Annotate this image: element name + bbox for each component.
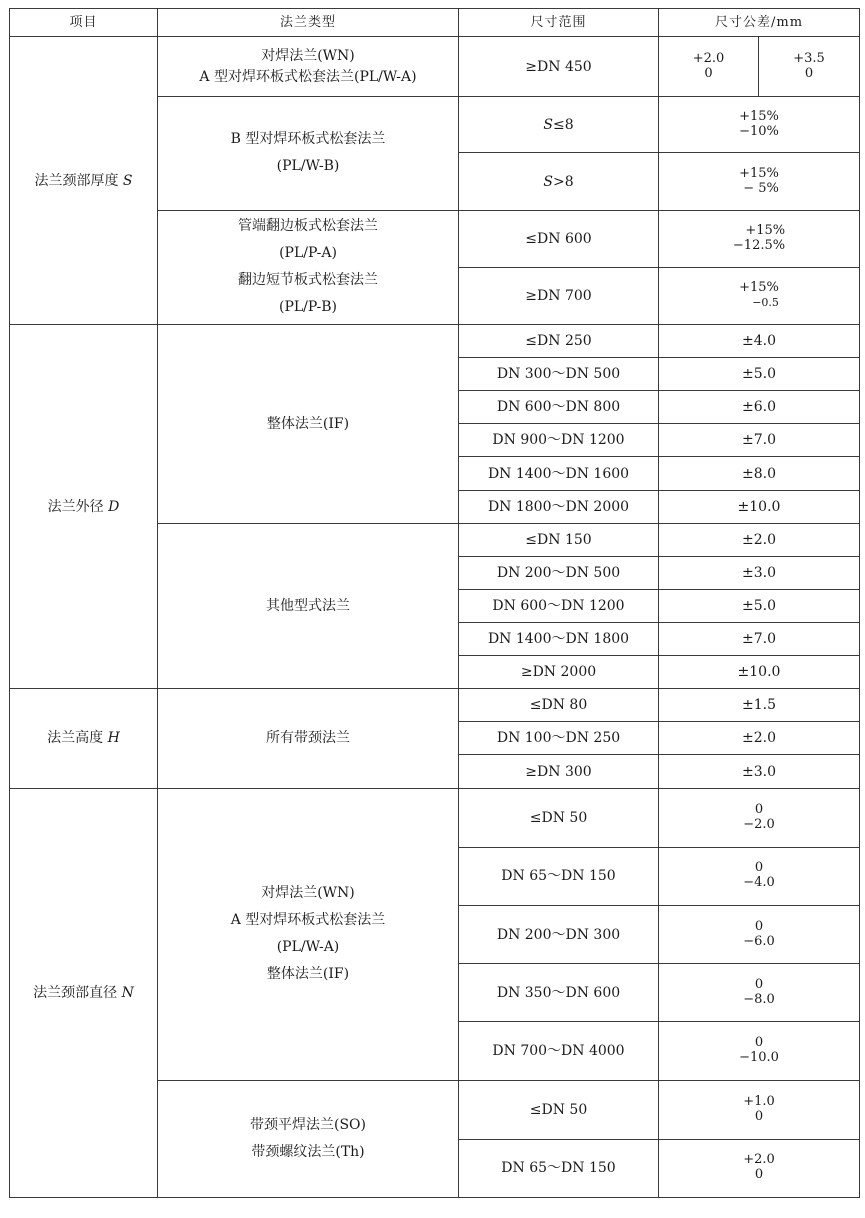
tolerance-cell	[659, 210, 860, 267]
tolerance-cell	[659, 1139, 860, 1197]
flange-type-cell	[158, 788, 459, 1080]
size-range-cell: DN 900～DN 1200	[459, 424, 659, 457]
tolerance-cell: ±3.0	[659, 556, 860, 589]
tolerance-upper: 0	[754, 918, 764, 934]
tolerance-lower: −10%	[739, 123, 779, 139]
tolerance-cell	[659, 964, 860, 1022]
tolerance-stack	[739, 280, 779, 310]
flange-type-cell	[158, 37, 459, 97]
flange-type-cell: 整体法兰(IF)	[158, 325, 459, 524]
tolerance-stack	[743, 860, 775, 890]
size-range-cell: ≤DN 150	[459, 523, 659, 556]
tolerance-upper: +2.0	[743, 1152, 775, 1168]
tolerance-lower: 0	[754, 1108, 764, 1124]
tolerance-lower: −10.0	[739, 1049, 779, 1065]
tolerance-lower: −6.0	[743, 933, 775, 949]
flange-type-cell: 其他型式法兰	[158, 523, 459, 689]
tolerance-cell: ±3.0	[659, 755, 860, 788]
tolerance-cell: ±6.0	[659, 391, 860, 424]
size-range-cell: DN 65～DN 150	[459, 847, 659, 905]
flange-type-line: (PL/P-B)	[278, 299, 338, 316]
flange-type-line: (PL/W-B)	[276, 158, 340, 175]
flange-type-line: 带颈螺纹法兰(Th)	[251, 1143, 365, 1160]
tolerance-lower: −4.0	[743, 875, 775, 891]
header-flange-type: 法兰类型	[158, 9, 459, 37]
tolerance-stack	[739, 166, 779, 196]
tolerance-upper: +2.0	[692, 50, 725, 66]
flange-type-line: 管端翻边板式松套法兰	[238, 218, 378, 235]
table-row	[10, 788, 860, 847]
size-range-cell: ≥DN 450	[459, 37, 659, 97]
tolerance-stack	[743, 977, 775, 1007]
tolerance-upper: +15%	[739, 279, 779, 295]
tolerance-cell: ±2.0	[659, 722, 860, 755]
tolerance-lower: 0	[754, 1167, 764, 1183]
tolerance-cell: ±10.0	[659, 656, 860, 689]
flange-type-line: (PL/W-A)	[276, 939, 340, 956]
tolerance-upper: +15%	[739, 165, 779, 181]
size-range-cell: DN 700～DN 4000	[459, 1022, 659, 1080]
item-label: 法兰颈部直径	[33, 984, 118, 1001]
tolerance-cell: ±1.5	[659, 689, 860, 722]
tolerance-lower: −0.5	[752, 295, 779, 309]
flange-type-line: 整体法兰(IF)	[266, 966, 350, 983]
tolerance-stack	[733, 223, 785, 253]
header-item: 项目	[10, 9, 158, 37]
size-range-cell: DN 600～DN 1200	[459, 589, 659, 622]
item-symbol: N	[121, 984, 134, 1001]
flange-type-line: A 型对焊环板式松套法兰(PL/W-A)	[199, 68, 417, 85]
size-range-cell: DN 200～DN 300	[459, 905, 659, 963]
tolerance-upper: +15%	[739, 108, 779, 124]
header-row	[10, 9, 860, 37]
item-symbol: D	[108, 498, 120, 515]
tolerance-cell	[659, 1080, 860, 1139]
item-cell-outer-diameter	[10, 325, 158, 689]
tolerance-cell	[659, 788, 860, 847]
tolerance-cell: ±2.0	[659, 523, 860, 556]
flange-type-cell	[158, 210, 459, 324]
table-row	[10, 37, 860, 97]
tolerance-table-sheet	[9, 8, 859, 1198]
range-symbol: S	[543, 116, 553, 133]
size-range-cell: ≤DN 50	[459, 1080, 659, 1139]
tolerance-upper: +1.0	[743, 1093, 775, 1109]
size-range-cell: DN 200～DN 500	[459, 556, 659, 589]
tolerance-cell: ±5.0	[659, 358, 860, 391]
size-range-cell: ≤DN 250	[459, 325, 659, 358]
tolerance-cell	[659, 97, 860, 153]
size-range-cell: ≥DN 2000	[459, 656, 659, 689]
tolerance-upper: 0	[754, 976, 764, 992]
range-symbol: S	[543, 173, 553, 190]
tolerance-cell: ±4.0	[659, 325, 860, 358]
tolerance-cell	[659, 905, 860, 963]
tolerance-stack	[743, 1152, 775, 1182]
item-symbol: H	[107, 730, 120, 747]
header-size-range: 尺寸范围	[459, 9, 659, 37]
table-row	[10, 689, 860, 722]
size-range-cell: ≥DN 300	[459, 755, 659, 788]
tolerance-lower: −12.5%	[732, 237, 786, 253]
tolerance-upper: 0	[754, 1034, 764, 1050]
range-value: ≤8	[552, 116, 574, 133]
item-label: 法兰高度	[47, 730, 104, 747]
flange-type-cell	[158, 97, 459, 210]
tolerance-upper: 0	[754, 801, 764, 817]
item-cell-thickness	[10, 37, 158, 325]
item-cell-neck-diameter	[10, 788, 158, 1197]
item-label: 法兰颈部厚度	[34, 172, 119, 189]
size-range-cell: DN 100～DN 250	[459, 722, 659, 755]
table-row	[10, 325, 860, 358]
size-range-cell: DN 1800～DN 2000	[459, 490, 659, 523]
tolerance-stack	[743, 919, 775, 949]
tolerance-lower: 0	[804, 65, 814, 81]
size-range-cell: ≤DN 600	[459, 210, 659, 267]
item-label: 法兰外径	[47, 498, 104, 515]
tolerance-stack	[743, 802, 775, 832]
tolerance-lower: 0	[704, 65, 713, 81]
tolerance-cell: ±7.0	[659, 424, 860, 457]
flange-type-line: 对焊法兰(WN)	[261, 885, 355, 902]
tolerance-stack	[743, 1094, 775, 1124]
flange-type-line: 带颈平焊法兰(SO)	[250, 1116, 366, 1133]
size-range-cell: DN 1400～DN 1600	[459, 457, 659, 490]
size-range-cell: DN 600～DN 800	[459, 391, 659, 424]
tolerance-lower: −8.0	[743, 991, 775, 1007]
range-value: >8	[552, 173, 574, 190]
size-range-cell: DN 1400～DN 1800	[459, 623, 659, 656]
size-range-cell	[459, 97, 659, 153]
flange-tolerance-table	[9, 8, 860, 1198]
flange-type-cell: 所有带颈法兰	[158, 689, 459, 788]
flange-type-line: B 型对焊环板式松套法兰	[230, 131, 386, 148]
tolerance-cell: ±10.0	[659, 490, 860, 523]
header-size-tolerance: 尺寸公差/mm	[659, 9, 860, 37]
tolerance-cell-a	[659, 37, 759, 97]
tolerance-cell	[659, 1022, 860, 1080]
tolerance-lower: −2.0	[743, 816, 775, 832]
tolerance-stack	[739, 1035, 779, 1065]
tolerance-upper: +15%	[745, 222, 786, 238]
item-cell-height	[10, 689, 158, 788]
size-range-cell: DN 65～DN 150	[459, 1139, 659, 1197]
tolerance-upper: +3.5	[793, 50, 825, 66]
tolerance-cell: ±8.0	[659, 457, 860, 490]
flange-type-cell	[158, 1080, 459, 1198]
tolerance-cell: ±5.0	[659, 589, 860, 622]
size-range-cell	[459, 153, 659, 210]
flange-type-line: (PL/P-A)	[279, 245, 337, 262]
item-symbol: S	[122, 172, 133, 189]
tolerance-lower: − 5%	[743, 180, 779, 196]
size-range-cell: DN 300～DN 500	[459, 358, 659, 391]
tolerance-upper: 0	[754, 860, 764, 876]
tolerance-cell-b	[759, 37, 860, 97]
tolerance-stack	[739, 109, 779, 139]
flange-type-line: A 型对焊环板式松套法兰	[230, 912, 386, 929]
tolerance-cell	[659, 153, 860, 210]
size-range-cell: ≥DN 700	[459, 267, 659, 324]
tolerance-stack	[693, 51, 725, 81]
tolerance-stack	[793, 51, 825, 81]
size-range-cell: ≤DN 80	[459, 689, 659, 722]
size-range-cell: ≤DN 50	[459, 788, 659, 847]
tolerance-cell: ±7.0	[659, 623, 860, 656]
tolerance-cell	[659, 847, 860, 905]
tolerance-cell	[659, 267, 860, 324]
flange-type-line: 翻边短节板式松套法兰	[238, 272, 378, 289]
flange-type-line: 对焊法兰(WN)	[261, 47, 355, 64]
size-range-cell: DN 350～DN 600	[459, 964, 659, 1022]
